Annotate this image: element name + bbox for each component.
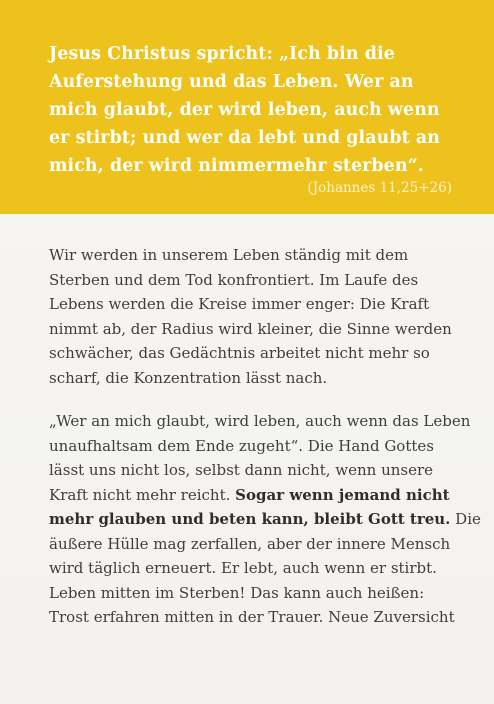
text-line: Leben mitten im Sterben! Das kann auch heißen: <box>49 583 425 602</box>
text-line: unaufhaltsam dem Ende zugeht“. Die Hand Gottes <box>49 436 434 455</box>
quote-citation: (Johannes 11,25+26) <box>307 180 452 196</box>
paragraph-1 <box>49 243 469 390</box>
text-line: Lebens werden die Kreise immer enger: Die Kraft <box>49 295 430 313</box>
bible-quote <box>49 40 469 180</box>
text-line: Wir werden in unserem Leben ständig mit dem <box>49 246 409 264</box>
quote-line: mich glaubt, der wird leben, auch wenn <box>49 100 440 120</box>
text-line: nimmt ab, der Radius wird kleiner, die Sinne werden <box>49 319 452 338</box>
text-line: wird täglich erneuert. Er lebt, auch wenn er stirbt. <box>49 559 437 577</box>
text-line: schwächer, das Gedächtnis arbeitet nicht mehr so <box>49 344 430 362</box>
quote-banner <box>0 0 494 214</box>
text-line: Sterben und dem Tod konfrontiert. Im Laufe des <box>49 270 419 289</box>
quote-line: er stirbt; und wer da lebt und glaubt an <box>49 128 441 148</box>
text-line: lässt uns nicht los, selbst dann nicht, wenn unsere <box>49 461 434 479</box>
text-segment: Kraft nicht mehr reicht. <box>49 485 236 504</box>
quote-line: mich, der wird nimmermehr sterben“. <box>49 156 424 176</box>
text-line: scharf, die Konzentration lässt nach. <box>49 368 328 387</box>
text-line <box>49 483 469 508</box>
quote-line: Auferstehung und das Leben. Wer an <box>49 72 414 92</box>
text-segment: Die <box>450 510 481 528</box>
paragraph-2 <box>49 409 481 630</box>
text-line: Trost erfahren mitten in der Trauer. Neue Zuversicht <box>49 608 455 626</box>
emphasis-text: mehr glauben und beten kann, bleibt Gott treu. <box>49 510 451 528</box>
quote-line: Jesus Christus spricht: „Ich bin die <box>49 44 395 64</box>
text-line <box>49 507 481 532</box>
text-line: „Wer an mich glaubt, wird leben, auch wenn das Leben <box>49 412 471 430</box>
body-text <box>49 243 481 630</box>
emphasis-text: Sogar wenn jemand nicht <box>235 485 450 504</box>
text-line: äußere Hülle mag zerfallen, aber der innere Mensch <box>49 534 451 553</box>
